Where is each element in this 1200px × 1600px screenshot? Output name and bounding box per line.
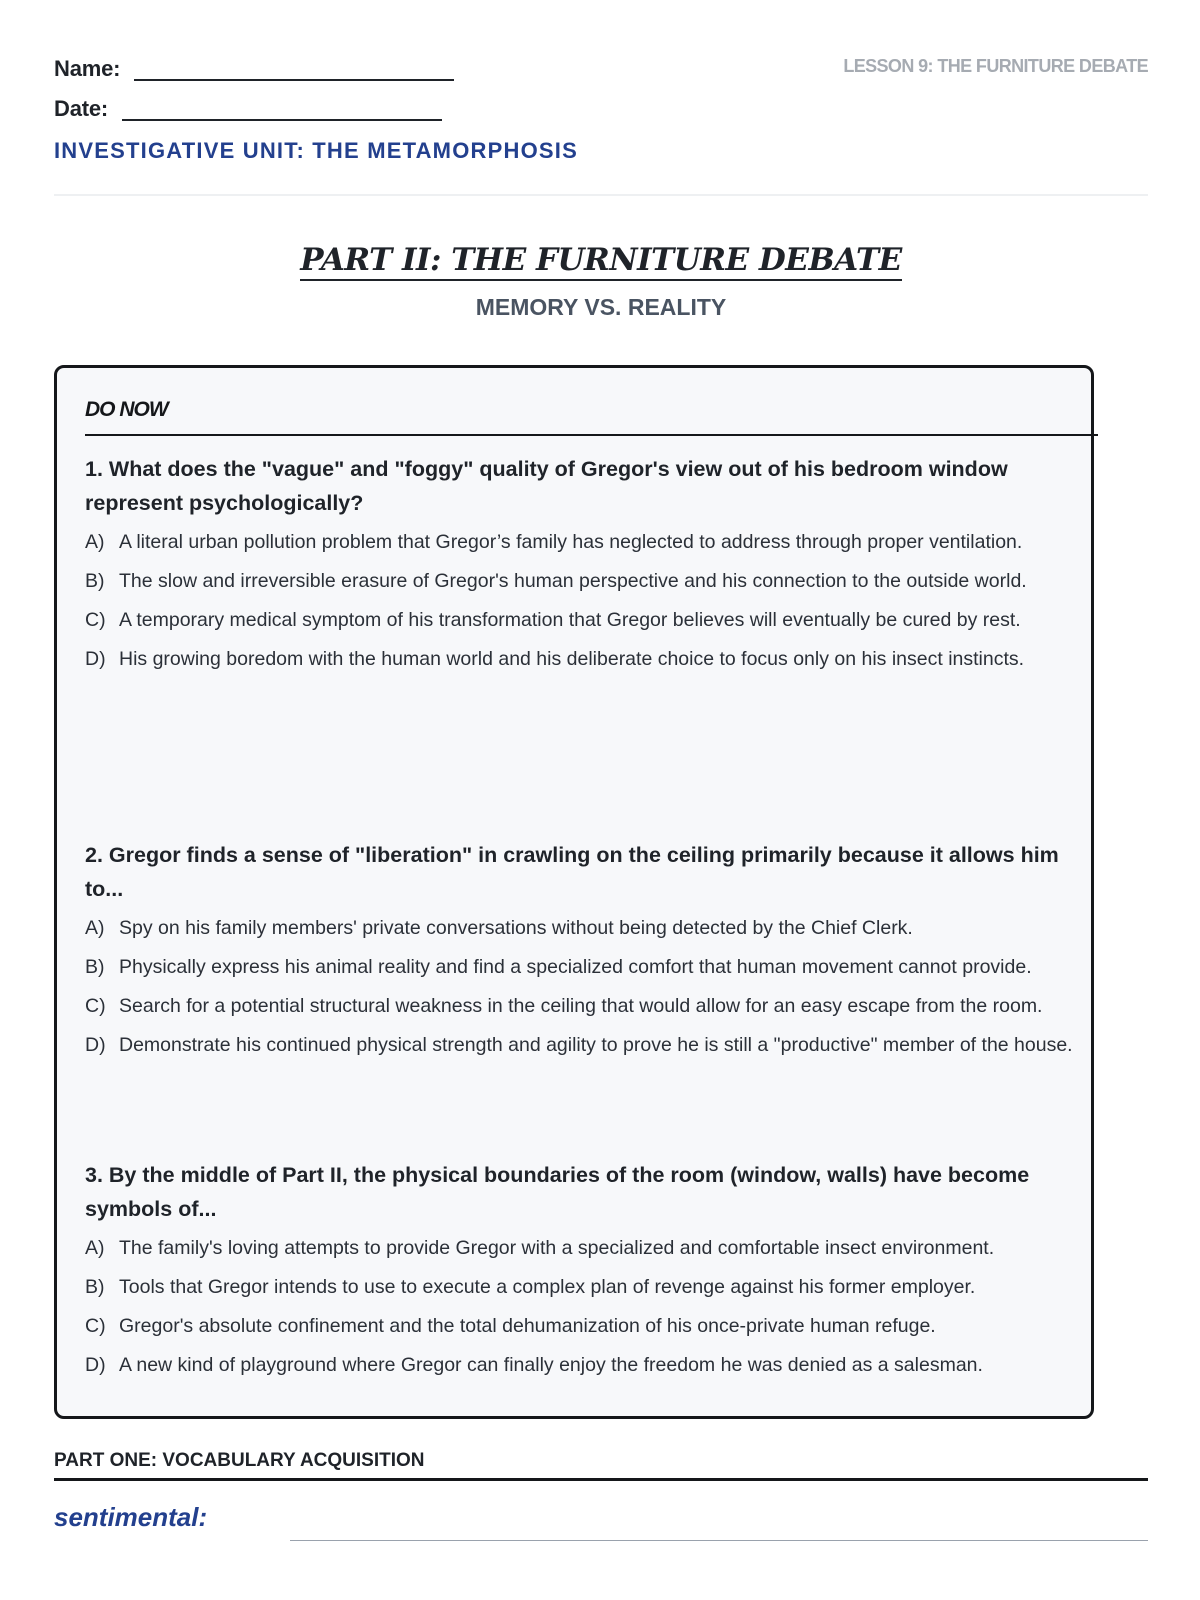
header-divider	[54, 194, 1148, 196]
option-text: Tools that Gregor intends to use to execute a complex plan of revenge against his former employer.	[119, 1276, 976, 1298]
option-text: Gregor's absolute confinement and the total dehumanization of his once-private human refuge.	[119, 1315, 936, 1337]
question-2	[85, 838, 1098, 1068]
name-label: Name:	[54, 56, 121, 81]
question-3	[85, 1158, 1098, 1388]
date-label: Date:	[54, 96, 109, 121]
option-text: A literal urban pollution problem that Gregor’s family has neglected to address through proper ventilation.	[119, 531, 1023, 553]
lesson-label: LESSON 9: THE FURNITURE DEBATE	[843, 56, 1148, 76]
option-text: Spy on his family members' private conversations without being detected by the Chief Clerk.	[119, 917, 913, 939]
answer-option-a[interactable]	[85, 912, 1098, 945]
page-subtitle: MEMORY VS. REALITY	[475, 294, 727, 320]
option-letter: C)	[85, 609, 106, 631]
unit-title: INVESTIGATIVE UNIT: THE METAMORPHOSIS	[54, 138, 578, 163]
question-1	[85, 452, 1098, 682]
answer-option-c[interactable]	[85, 990, 1098, 1023]
question-text: 2. Gregor finds a sense of "liberation" in crawling on the ceiling primarily because it allows him to...	[85, 843, 1059, 901]
option-letter: A)	[85, 1237, 105, 1259]
option-letter: D)	[85, 1354, 106, 1376]
option-letter: A)	[85, 917, 105, 939]
date-field-row	[54, 96, 442, 122]
answer-option-a[interactable]	[85, 1232, 1098, 1265]
answer-option-b[interactable]	[85, 565, 1098, 598]
option-text: His growing boredom with the human world and his deliberate choice to focus only on his insect instincts.	[119, 648, 1025, 670]
option-letter: C)	[85, 995, 106, 1017]
answer-option-d[interactable]	[85, 1029, 1098, 1062]
question-text: 3. By the middle of Part II, the physical boundaries of the room (window, walls) have become symbols of...	[85, 1163, 1030, 1221]
option-letter: B)	[85, 1276, 105, 1298]
part-one-divider	[54, 1478, 1148, 1481]
option-text: A new kind of playground where Gregor can finally enjoy the freedom he was denied as a salesman.	[119, 1354, 983, 1376]
option-text: Physically express his animal reality and find a specialized comfort that human movement cannot provide.	[119, 956, 1032, 978]
answer-option-b[interactable]	[85, 951, 1098, 984]
part-one-heading: PART ONE: VOCABULARY ACQUISITION	[54, 1450, 425, 1471]
option-letter: D)	[85, 1034, 106, 1056]
do-now-heading: DO NOW	[85, 398, 168, 421]
do-now-divider	[85, 434, 1098, 436]
answer-option-d[interactable]	[85, 1349, 1098, 1382]
page-title	[54, 242, 1148, 278]
answer-option-c[interactable]	[85, 1310, 1098, 1343]
name-blank-line[interactable]	[134, 79, 454, 81]
answer-option-c[interactable]	[85, 604, 1098, 637]
question-text: 1. What does the "vague" and "foggy" quality of Gregor's view out of his bedroom window represent psychologically?	[85, 457, 1008, 515]
option-text: Search for a potential structural weakness in the ceiling that would allow for an easy escape from the room.	[119, 995, 1043, 1017]
option-letter: B)	[85, 570, 105, 592]
vocab-term: sentimental:	[54, 1502, 208, 1532]
option-text: Demonstrate his continued physical strength and agility to prove he is still a "productive" member of the house.	[119, 1034, 1073, 1056]
option-text: The slow and irreversible erasure of Gregor's human perspective and his connection to the outside world.	[119, 570, 1027, 592]
option-letter: B)	[85, 956, 105, 978]
option-letter: D)	[85, 648, 106, 670]
answer-option-d[interactable]	[85, 643, 1098, 676]
answer-option-a[interactable]	[85, 526, 1098, 559]
name-field-row	[54, 56, 454, 82]
date-blank-line[interactable]	[122, 119, 442, 121]
answer-option-b[interactable]	[85, 1271, 1098, 1304]
option-text: A temporary medical symptom of his transformation that Gregor believes will eventually be cured by rest.	[119, 609, 1021, 631]
option-letter: C)	[85, 1315, 106, 1337]
vocab-answer-line[interactable]	[290, 1540, 1148, 1541]
option-text: The family's loving attempts to provide Gregor with a specialized and comfortable insect environment.	[119, 1237, 995, 1259]
page-title-text: PART II: THE FURNITURE DEBATE	[300, 242, 901, 281]
option-letter: A)	[85, 531, 105, 553]
do-now-box	[54, 365, 1094, 1419]
